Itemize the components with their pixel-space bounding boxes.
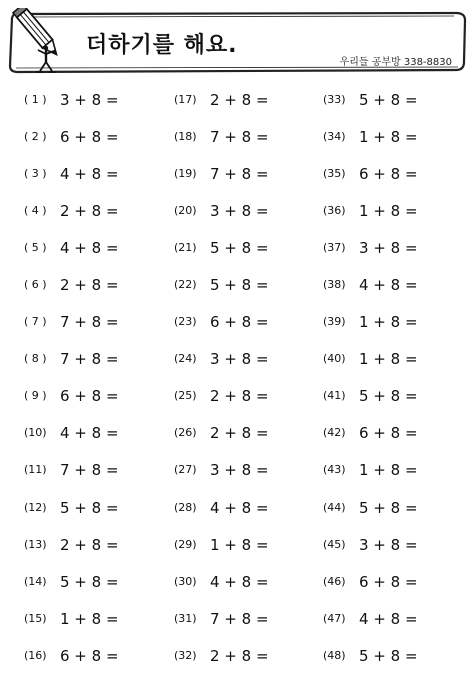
problem-item <box>174 199 269 236</box>
problem-expression: 5 + 8 = <box>210 238 269 257</box>
problem-expression: 1 + 8 = <box>359 350 418 369</box>
problem-item <box>24 533 119 570</box>
problem-item <box>323 88 418 125</box>
problem-item <box>24 459 119 496</box>
problem-expression: 3 + 8 = <box>359 535 418 554</box>
problem-expression: 2 + 8 = <box>60 201 119 220</box>
problem-item <box>24 273 119 310</box>
problem-item <box>174 162 269 199</box>
problem-expression: 4 + 8 = <box>359 275 418 294</box>
problem-number: (14) <box>24 574 47 588</box>
problem-expression: 2 + 8 = <box>210 646 269 665</box>
problem-item <box>24 644 119 681</box>
problem-item <box>174 496 269 533</box>
pencil-mascot-icon <box>10 8 74 74</box>
problem-item <box>174 459 269 496</box>
problem-item <box>323 496 418 533</box>
problem-expression: 5 + 8 = <box>359 646 418 665</box>
problem-expression: 6 + 8 = <box>210 313 269 332</box>
problem-number: (31) <box>174 611 197 625</box>
problem-number: ( 8 ) <box>24 352 47 366</box>
problem-item <box>174 570 269 607</box>
problem-item <box>323 348 418 385</box>
problem-item <box>323 422 418 459</box>
problem-expression: 7 + 8 = <box>210 127 269 146</box>
problem-expression: 6 + 8 = <box>359 572 418 591</box>
problem-item <box>323 459 418 496</box>
problem-number: (10) <box>24 426 47 440</box>
problem-expression: 7 + 8 = <box>60 313 119 332</box>
problem-expression: 1 + 8 = <box>359 201 418 220</box>
problem-expression: 3 + 8 = <box>60 90 119 109</box>
problem-number: (23) <box>174 315 197 329</box>
problem-number: (25) <box>174 389 197 403</box>
problem-expression: 4 + 8 = <box>359 609 418 628</box>
problem-number: ( 7 ) <box>24 315 47 329</box>
problem-number: (40) <box>323 352 346 366</box>
problem-expression: 3 + 8 = <box>210 461 269 480</box>
problem-number: (26) <box>174 426 197 440</box>
problem-expression: 1 + 8 = <box>359 461 418 480</box>
problem-expression: 1 + 8 = <box>359 127 418 146</box>
problem-expression: 4 + 8 = <box>210 572 269 591</box>
problem-expression: 1 + 8 = <box>210 535 269 554</box>
problem-number: (19) <box>174 166 197 180</box>
problem-item <box>24 162 119 199</box>
problem-item <box>174 607 269 644</box>
problem-item <box>24 125 119 162</box>
problem-number: (22) <box>174 277 197 291</box>
problem-item <box>24 496 119 533</box>
problem-number: (30) <box>174 574 197 588</box>
problem-number: (27) <box>174 463 197 477</box>
problem-item <box>174 311 269 348</box>
problem-expression: 5 + 8 = <box>359 498 418 517</box>
problem-expression: 2 + 8 = <box>210 387 269 406</box>
problem-item <box>24 199 119 236</box>
problem-expression: 2 + 8 = <box>60 275 119 294</box>
publisher-info: 우리들 공부방 338-8830 <box>339 57 452 68</box>
problem-item <box>174 644 269 681</box>
problem-number: (35) <box>323 166 346 180</box>
problem-expression: 7 + 8 = <box>210 164 269 183</box>
problem-number: ( 2 ) <box>24 129 47 143</box>
problem-expression: 5 + 8 = <box>60 498 119 517</box>
problem-number: (45) <box>323 537 346 551</box>
problem-expression: 2 + 8 = <box>210 90 269 109</box>
problem-expression: 3 + 8 = <box>210 201 269 220</box>
problem-item <box>24 422 119 459</box>
problem-number: (28) <box>174 500 197 514</box>
problem-number: ( 3 ) <box>24 166 47 180</box>
problem-number: ( 1 ) <box>24 92 47 106</box>
problem-item <box>174 236 269 273</box>
problem-number: (48) <box>323 648 346 662</box>
problem-item <box>174 533 269 570</box>
problem-item <box>323 199 418 236</box>
problem-expression: 5 + 8 = <box>60 572 119 591</box>
problem-number: (24) <box>174 352 197 366</box>
problem-column-3 <box>323 88 418 682</box>
problem-item <box>174 125 269 162</box>
problem-item <box>174 348 269 385</box>
problem-number: (44) <box>323 500 346 514</box>
problem-number: ( 5 ) <box>24 240 47 254</box>
problem-expression: 6 + 8 = <box>60 387 119 406</box>
problem-number: ( 4 ) <box>24 203 47 217</box>
problem-number: (15) <box>24 611 47 625</box>
problem-expression: 6 + 8 = <box>60 127 119 146</box>
problem-number: (17) <box>174 92 197 106</box>
worksheet-header <box>4 8 470 76</box>
problem-expression: 4 + 8 = <box>210 498 269 517</box>
problem-expression: 1 + 8 = <box>60 609 119 628</box>
problem-item <box>323 570 418 607</box>
problem-number: (38) <box>323 277 346 291</box>
problem-expression: 7 + 8 = <box>60 350 119 369</box>
problem-item <box>323 607 418 644</box>
problem-number: (12) <box>24 500 47 514</box>
problem-item <box>174 273 269 310</box>
problem-expression: 6 + 8 = <box>60 646 119 665</box>
problem-expression: 2 + 8 = <box>60 535 119 554</box>
problem-number: (47) <box>323 611 346 625</box>
problem-expression: 7 + 8 = <box>60 461 119 480</box>
problem-expression: 4 + 8 = <box>60 238 119 257</box>
problem-number: (29) <box>174 537 197 551</box>
problem-item <box>24 236 119 273</box>
problem-item <box>174 385 269 422</box>
problem-item <box>24 88 119 125</box>
problem-number: (41) <box>323 389 346 403</box>
problem-number: (36) <box>323 203 346 217</box>
problem-item <box>323 385 418 422</box>
problem-expression: 3 + 8 = <box>359 238 418 257</box>
problem-column-2 <box>174 88 269 682</box>
problem-number: ( 6 ) <box>24 277 47 291</box>
problem-column-1 <box>24 88 119 682</box>
problem-expression: 5 + 8 = <box>359 90 418 109</box>
problem-expression: 1 + 8 = <box>359 313 418 332</box>
problem-number: (39) <box>323 315 346 329</box>
problem-number: (46) <box>323 574 346 588</box>
problem-number: (20) <box>174 203 197 217</box>
problem-number: (32) <box>174 648 197 662</box>
problem-item <box>174 88 269 125</box>
problem-expression: 3 + 8 = <box>210 350 269 369</box>
problem-item <box>174 422 269 459</box>
problem-number: ( 9 ) <box>24 389 47 403</box>
problem-number: (42) <box>323 426 346 440</box>
problem-expression: 6 + 8 = <box>359 164 418 183</box>
problem-expression: 4 + 8 = <box>60 424 119 443</box>
problem-number: (11) <box>24 463 47 477</box>
problem-number: (37) <box>323 240 346 254</box>
problem-item <box>24 607 119 644</box>
problem-item <box>24 385 119 422</box>
problem-number: (13) <box>24 537 47 551</box>
worksheet-title: 더하기를 해요. <box>86 33 238 58</box>
problem-expression: 4 + 8 = <box>60 164 119 183</box>
problem-number: (21) <box>174 240 197 254</box>
problem-item <box>323 311 418 348</box>
problem-expression: 7 + 8 = <box>210 609 269 628</box>
problem-item <box>323 644 418 681</box>
problem-expression: 5 + 8 = <box>359 387 418 406</box>
problem-expression: 6 + 8 = <box>359 424 418 443</box>
problem-number: (34) <box>323 129 346 143</box>
problem-number: (33) <box>323 92 346 106</box>
problem-item <box>323 273 418 310</box>
problem-item <box>323 236 418 273</box>
problem-item <box>24 570 119 607</box>
problem-item <box>24 311 119 348</box>
problem-number: (43) <box>323 463 346 477</box>
problem-item <box>323 162 418 199</box>
problem-item <box>323 125 418 162</box>
problem-expression: 2 + 8 = <box>210 424 269 443</box>
problem-item <box>24 348 119 385</box>
problem-number: (18) <box>174 129 197 143</box>
problem-item <box>323 533 418 570</box>
problem-expression: 5 + 8 = <box>210 275 269 294</box>
problem-number: (16) <box>24 648 47 662</box>
